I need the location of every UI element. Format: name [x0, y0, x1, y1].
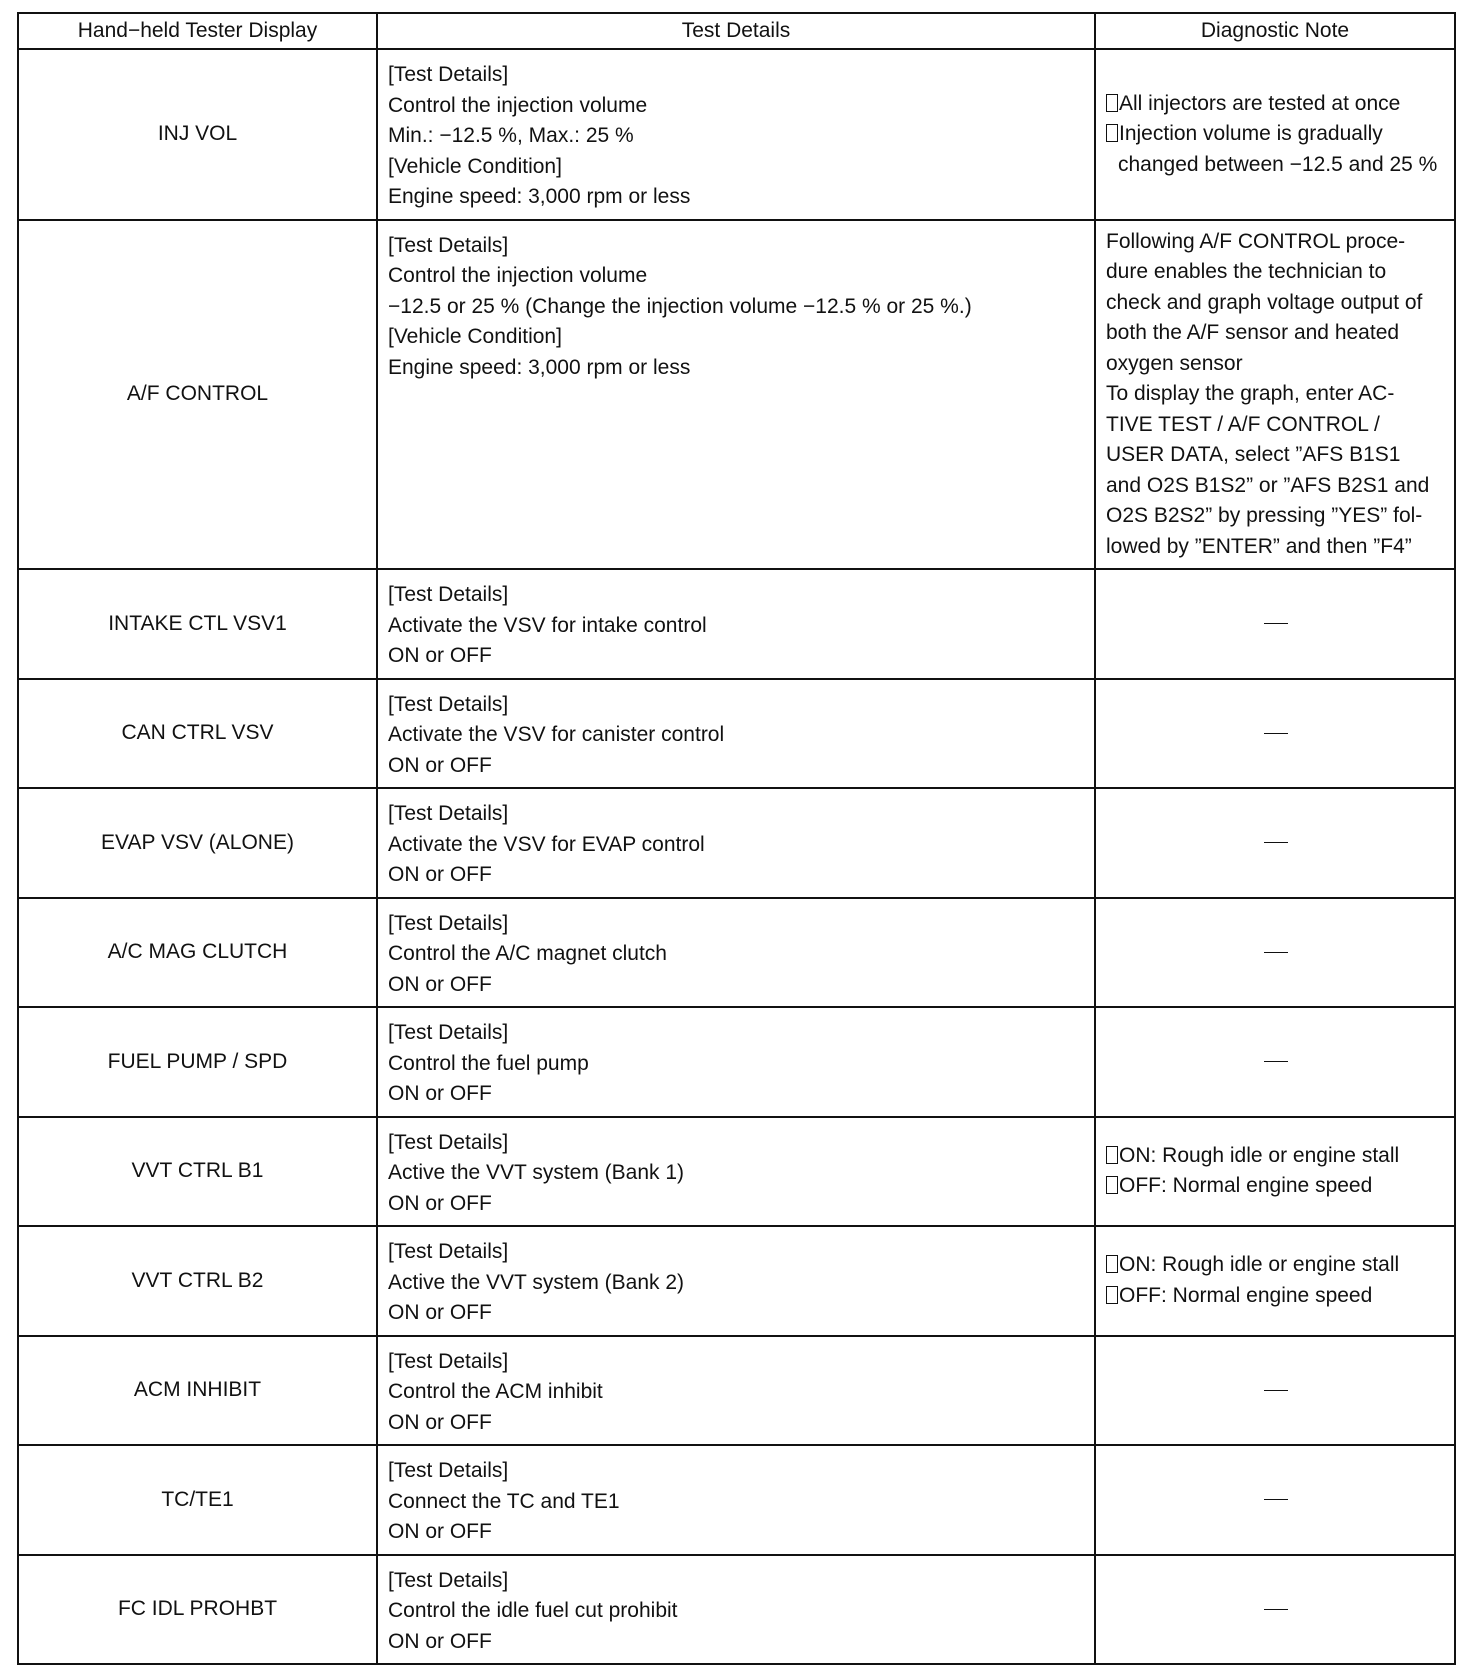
tester-display-cell: ACM INHIBIT	[18, 1336, 377, 1446]
test-details-line: Activate the VSV for intake control	[388, 613, 707, 637]
note-bullet	[1106, 119, 1446, 180]
note-bullet-text: OFF: Normal engine speed	[1119, 1174, 1373, 1198]
note-bullet	[1106, 1250, 1446, 1281]
test-details-line: ON or OFF	[388, 1410, 492, 1434]
bullet-box-icon	[1106, 1176, 1118, 1194]
diagnostic-note-cell	[1095, 49, 1455, 220]
table-row	[18, 220, 1455, 570]
bullet-box-icon	[1106, 1255, 1118, 1273]
test-details-line: ON or OFF	[388, 1520, 492, 1543]
test-details-line: ON or OFF	[388, 753, 492, 777]
diagnostic-note-cell	[1095, 679, 1455, 789]
tester-display-cell: FUEL PUMP / SPD	[18, 1007, 377, 1117]
tester-display-cell: INTAKE CTL VSV1	[18, 569, 377, 679]
test-details-line: [Test Details]	[388, 1568, 509, 1592]
note-bullet-text: All injectors are tested at once	[1119, 91, 1401, 115]
table-row	[18, 788, 1455, 898]
no-note-dash	[1264, 1499, 1288, 1500]
test-details-line: Engine speed: 3,000 rpm or less	[388, 185, 691, 208]
test-details-line: Control the ACM inhibit	[388, 1380, 603, 1403]
active-test-table	[17, 12, 1456, 1665]
test-details-line: [Test Details]	[388, 1021, 509, 1044]
test-details-cell	[377, 679, 1095, 789]
table-body	[18, 49, 1455, 1664]
no-note-dash	[1264, 952, 1288, 953]
test-details-cell	[377, 898, 1095, 1008]
no-note-dash	[1264, 1390, 1288, 1391]
test-details-line: Control the injection volume	[388, 264, 648, 287]
header-row	[18, 13, 1455, 49]
diagnostic-note-cell	[1095, 1117, 1455, 1227]
bullet-box-icon	[1106, 1286, 1118, 1304]
tester-display-cell: A/C MAG CLUTCH	[18, 898, 377, 1008]
test-details-line: Engine speed: 3,000 rpm or less	[388, 355, 691, 379]
note-bullet-text: OFF: Normal engine speed	[1119, 1283, 1373, 1307]
test-details-line: ON or OFF	[388, 1191, 492, 1215]
test-details-cell	[377, 1445, 1095, 1555]
test-details-line: −12.5 or 25 % (Change the injection volume −12.5 % or 25 %.)	[388, 294, 972, 318]
test-details-line: Active the VVT system (Bank 1)	[388, 1161, 685, 1184]
test-details-line: Activate the VSV for canister control	[388, 723, 725, 746]
test-details-line: [Test Details]	[388, 692, 509, 716]
diagnostic-note-cell	[1095, 1007, 1455, 1117]
table-row	[18, 1007, 1455, 1117]
note-line: Following A/F CONTROL proce-	[1106, 229, 1406, 253]
no-note-dash	[1264, 623, 1288, 624]
tester-display-cell: TC/TE1	[18, 1445, 377, 1555]
note-bullet	[1106, 1141, 1446, 1172]
test-details-line: [Test Details]	[388, 911, 509, 935]
test-details-line: [Test Details]	[388, 1240, 509, 1263]
note-bullet-text: Injection volume is gradually changed between −12.5 and 25 %	[1118, 122, 1438, 176]
no-note-dash	[1264, 1609, 1288, 1610]
note-line: dure enables the technician to	[1106, 260, 1387, 283]
note-line: oxygen sensor	[1106, 351, 1243, 375]
table-row	[18, 1117, 1455, 1227]
test-details-cell	[377, 569, 1095, 679]
tester-display-cell: EVAP VSV (ALONE)	[18, 788, 377, 898]
test-details-line: [Test Details]	[388, 583, 509, 606]
test-details-line: ON or OFF	[388, 1629, 492, 1653]
note-bullet-text: ON: Rough idle or engine stall	[1119, 1143, 1400, 1167]
note-line: both the A/F sensor and heated	[1106, 321, 1400, 344]
header-test-details: Test Details	[377, 13, 1095, 49]
test-details-line: Connect the TC and TE1	[388, 1489, 620, 1513]
test-details-line: ON or OFF	[388, 863, 492, 886]
table-row	[18, 1336, 1455, 1446]
test-details-line: Control the fuel pump	[388, 1051, 589, 1075]
diagnostic-note-cell	[1095, 220, 1455, 570]
note-line: check and graph voltage output of	[1106, 290, 1423, 314]
tester-display-cell: CAN CTRL VSV	[18, 679, 377, 789]
table-row	[18, 1555, 1455, 1665]
table-row	[18, 1445, 1455, 1555]
table-row	[18, 898, 1455, 1008]
no-note-dash	[1264, 733, 1288, 734]
diagnostic-note-cell	[1095, 1336, 1455, 1446]
test-details-line: [Test Details]	[388, 233, 509, 257]
bullet-box-icon	[1106, 124, 1118, 142]
test-details-cell	[377, 220, 1095, 570]
test-details-line: ON or OFF	[388, 1301, 492, 1324]
note-line: TIVE TEST / A/F CONTROL /	[1106, 412, 1380, 436]
test-details-line: Control the injection volume	[388, 93, 648, 117]
test-details-line: Min.: −12.5 %, Max.: 25 %	[388, 124, 634, 147]
tester-display-cell: A/F CONTROL	[18, 220, 377, 570]
tester-display-cell: VVT CTRL B1	[18, 1117, 377, 1227]
test-details-cell	[377, 49, 1095, 220]
tester-display-cell: FC IDL PROHBT	[18, 1555, 377, 1665]
test-details-line: Control the idle fuel cut prohibit	[388, 1599, 678, 1622]
diagnostic-note-cell	[1095, 1226, 1455, 1336]
diagnostic-note-cell	[1095, 569, 1455, 679]
test-details-line: [Vehicle Condition]	[388, 154, 562, 178]
test-details-line: [Test Details]	[388, 802, 509, 825]
note-line: lowed by ”ENTER” and then ”F4”	[1106, 534, 1412, 558]
diagnostic-note-cell	[1095, 788, 1455, 898]
tester-display-cell: VVT CTRL B2	[18, 1226, 377, 1336]
test-details-line: Control the A/C magnet clutch	[388, 942, 667, 965]
test-details-line: Active the VVT system (Bank 2)	[388, 1270, 685, 1294]
bullet-box-icon	[1106, 1146, 1118, 1164]
test-details-line: [Vehicle Condition]	[388, 325, 562, 348]
header-display: Hand−held Tester Display	[18, 13, 377, 49]
test-details-line: [Test Details]	[388, 1130, 509, 1154]
note-line: USER DATA, select ”AFS B1S1	[1106, 443, 1401, 466]
test-details-cell	[377, 1336, 1095, 1446]
table-row	[18, 1226, 1455, 1336]
test-details-line: ON or OFF	[388, 972, 492, 996]
test-details-line: [Test Details]	[388, 63, 509, 86]
note-bullet-text: ON: Rough idle or engine stall	[1119, 1253, 1400, 1277]
note-bullet	[1106, 89, 1446, 120]
table-row	[18, 49, 1455, 220]
test-details-line: Activate the VSV for EVAP control	[388, 832, 705, 856]
table-row	[18, 679, 1455, 789]
diagnostic-note-cell	[1095, 1445, 1455, 1555]
test-details-line: ON or OFF	[388, 1082, 492, 1105]
table-row	[18, 569, 1455, 679]
no-note-dash	[1264, 1061, 1288, 1062]
test-details-cell	[377, 1007, 1095, 1117]
note-line: O2S B2S2” by pressing ”YES” fol-	[1106, 504, 1423, 527]
diagnostic-note-cell	[1095, 898, 1455, 1008]
note-bullet	[1106, 1281, 1446, 1312]
bullet-box-icon	[1106, 94, 1118, 112]
tester-display-cell: INJ VOL	[18, 49, 377, 220]
note-bullet	[1106, 1171, 1446, 1202]
test-details-cell	[377, 788, 1095, 898]
test-details-cell	[377, 1555, 1095, 1665]
test-details-cell	[377, 1226, 1095, 1336]
test-details-line: [Test Details]	[388, 1349, 509, 1373]
note-line: To display the graph, enter AC-	[1106, 382, 1395, 405]
note-line: and O2S B1S2” or ”AFS B2S1 and	[1106, 473, 1430, 497]
test-details-line: ON or OFF	[388, 644, 492, 667]
no-note-dash	[1264, 842, 1288, 843]
test-details-line: [Test Details]	[388, 1459, 509, 1482]
header-diagnostic-note: Diagnostic Note	[1095, 13, 1455, 49]
diagnostic-note-cell	[1095, 1555, 1455, 1665]
test-details-cell	[377, 1117, 1095, 1227]
